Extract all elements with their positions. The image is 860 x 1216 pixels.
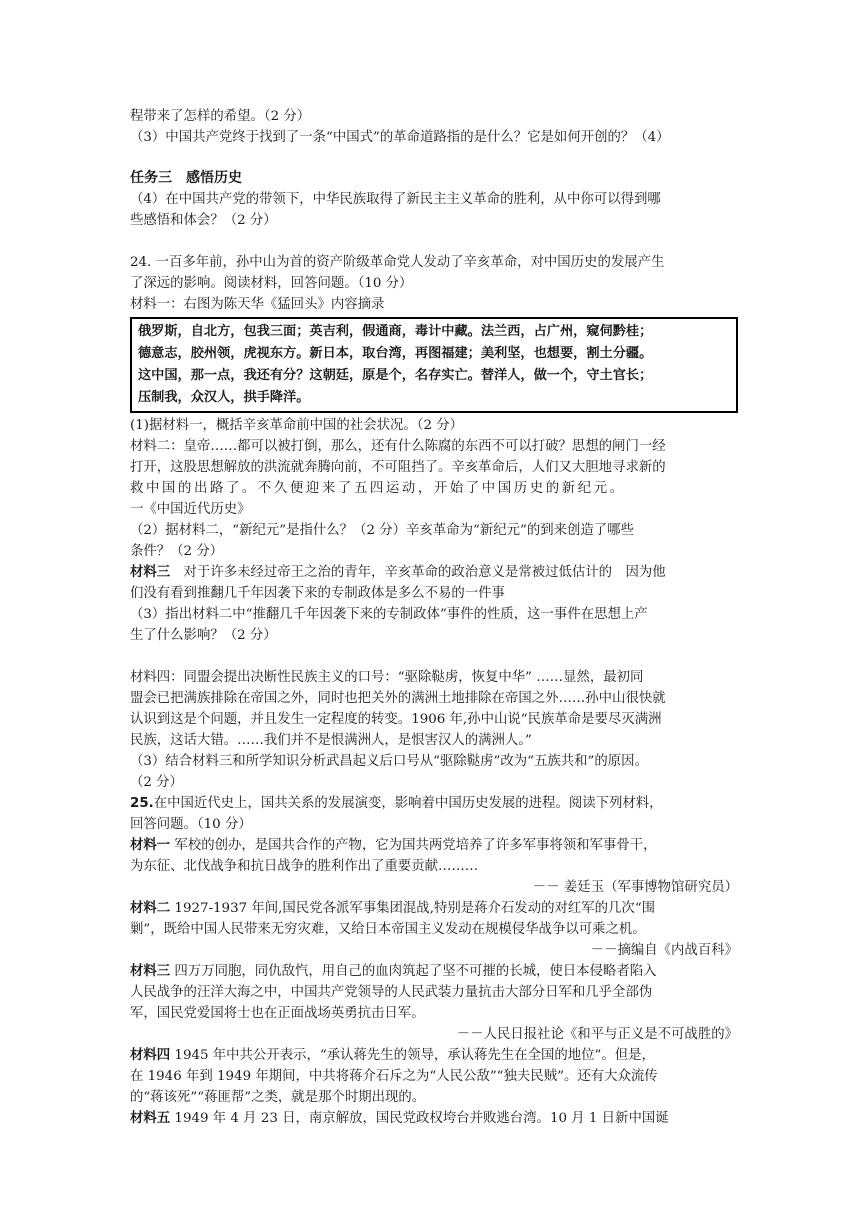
q24-material3-line: 们没有看到推翻几千年因袭下来的专制政体是多么不易的一件事 — [130, 586, 505, 601]
q25-material3-line: 人民战争的汪洋大海之中，中国共产党领导的人民武装力量抗击大部分日军和几乎全部伪 — [130, 985, 653, 1000]
text-line: 程带来了怎样的希望。（2 分） — [130, 109, 311, 124]
material3-text: 对于许多未经过帝王之治的青年，辛亥革命的政治意义是常被过低估计的 因为他 — [170, 565, 666, 580]
q25-material3-line: 军，国民党爱国将士也在正面战场英勇抗击日军。 — [130, 1006, 425, 1021]
quote-line: 压制我，众汉人，拱手降洋。 — [138, 390, 310, 405]
material1-quote-box — [130, 317, 738, 413]
q24-material4-line: 材料四：同盟会提出决断性民族主义的口号：“驱除鞑虏，恢复中华” ……显然，最初同 — [130, 670, 644, 685]
q25-intro: 回答问题。（10 分） — [130, 817, 252, 832]
q25-material1-source: －－ 姜廷玉（军事博物馆研究员） — [532, 880, 738, 895]
question-3-line: （3）中国共产党终于找到了一条“中国式”的革命道路指的是什么？它是如何开创的？（4） — [130, 130, 670, 145]
q24-material4-line: 认识到这是个问题，并且发生一定程度的转变。1906 年,孙中山说“民族革命是要尽灭满洲 — [130, 712, 662, 727]
q24-question-2: （2）据材料二，“新纪元”是指什么？（2 分）辛亥革命为“新纪元”的到来创造了哪些 — [130, 523, 634, 538]
quote-line: 俄罗斯，自北方，包我三面；英吉利，假通商，毒计中藏。法兰西，占广州，窥伺黔桂； — [138, 324, 653, 339]
quote-line: 德意志，胶州领，虎视东方。新日本，取台湾，再图福建；美利坚，也想要，割土分疆。 — [138, 346, 653, 361]
q25-material3-line — [130, 961, 738, 982]
q24-material1-label: 材料一：右图为陈天华《猛回头》内容摘录 — [130, 297, 385, 312]
material3-text: 四万万同胞，同仇敌忾，用自己的血肉筑起了坚不可摧的长城，使日本侵略者陷入 — [170, 964, 657, 979]
q24-material2-line: 打开，这股思想解放的洪流就奔腾向前，不可阻挡了。辛亥革命后，人们又大胆地寻求新的 — [130, 460, 666, 475]
q25-number: 25. — [130, 796, 154, 811]
material2-text: 1927-1937 年间,国民党各派军事集团混战,特别是蒋介石发动的对红军的几次“围 — [170, 901, 656, 916]
q24-material2-line: 材料二：皇帝……都可以被打倒，那么，还有什么陈腐的东西不可以打破？思想的闸门一经 — [130, 439, 666, 454]
material5-label: 材料五 — [130, 1111, 171, 1126]
q25-material4-line: 在 1946 年到 1949 年期间，中共将蒋介石斥之为“人民公敌”“独夫民贼”。还有大众流传 — [130, 1069, 658, 1084]
q24-question-3: 生了什么影响？（2 分） — [130, 628, 277, 643]
q24-question-1: (1)据材料一，概括辛亥革命前中国的社会状况。（2 分） — [130, 418, 464, 433]
q24-question-2: 条件？（2 分） — [130, 544, 224, 559]
task3-question-line: 些感悟和体会？（2 分） — [130, 213, 277, 228]
exam-page — [130, 106, 738, 1129]
q25-material2-line — [130, 898, 738, 919]
q24-intro: 24. 一百多年前，孙中山为首的资产阶级革命党人发动了辛亥革命，对中国历史的发展产生 — [130, 255, 665, 270]
q24-material4-line: 盟会已把满族排除在帝国之外，同时也把关外的满洲土地排除在帝国之外……孙中山很快就 — [130, 691, 666, 706]
material3-label: 材料三 — [130, 565, 171, 580]
q25-intro-text: 在中国近代史上，国共关系的发展演变，影响着中国历史发展的进程。阅读下列材料， — [153, 796, 663, 811]
q24-question-3b: （2 分） — [130, 775, 183, 790]
material4-text: 1945 年中共公开表示，“承认蒋先生的领导，承认蒋先生在全国的地位”。但是， — [170, 1048, 655, 1063]
task3-question-line: （4）在中国共产党的带领下，中华民族取得了新民主主义革命的胜利，从中你可以得到哪 — [130, 192, 661, 207]
q24-question-3: （3）指出材料二中“推翻几千年因袭下来的专制政体”事件的性质，这一事件在思想上产 — [130, 607, 648, 622]
q24-material2-source: 一《中国近代历史》 — [130, 502, 251, 517]
q25-material2-line: 剿”，既给中国人民带来无穷灾难，又给日本帝国主义发动在规模侵华战争以可乘之机。 — [130, 922, 646, 937]
q24-intro: 了深远的影响。阅读材料，回答问题。（10 分） — [130, 276, 413, 291]
q25-material4-line — [130, 1045, 738, 1066]
q25-material4-line: 的“蒋该死”“蒋匪帮”之类，就是那个时期出现的。 — [130, 1090, 426, 1105]
q25-material2-source: －－摘编自《内战百科》 — [590, 943, 738, 958]
material1-text: 军校的创办，是国共合作的产物，它为国共两党培养了许多军事将领和军事骨干， — [170, 838, 657, 853]
q25-intro — [130, 793, 738, 814]
material5-text: 1949 年 4 月 23 日，南京解放，国民党政权垮台并败逃台湾。10 月 1 日新中国诞 — [170, 1111, 669, 1126]
q25-material3-source: －－人民日报社论《和平与正义是不可战胜的》 — [456, 1027, 738, 1042]
q25-material1-line — [130, 835, 738, 856]
material3-label: 材料三 — [130, 964, 171, 979]
q25-material5-line — [130, 1108, 738, 1129]
q24-material4-line: 民族，这话大错。……我们并不是恨满洲人，是恨害汉人的满洲人。” — [130, 733, 532, 748]
material2-label: 材料二 — [130, 901, 171, 916]
q24-question-3b: （3）结合材料三和所学知识分析武昌起义后口号从“驱除鞑虏”改为“五族共和”的原因。 — [130, 754, 648, 769]
material4-label: 材料四 — [130, 1048, 171, 1063]
q24-material2-line: 救中国的出路了。不久便迎来了五四运动，开始了中国历史的新纪元。 — [130, 481, 626, 496]
q25-material1-line: 为东征、北伐战争和抗日战争的胜利作出了重要贡献……… — [130, 859, 479, 874]
material1-label: 材料一 — [130, 838, 171, 853]
quote-line: 这中国，那一点，我还有分？这朝廷，原是个，名存实亡。替洋人，做一个，守土官长； — [138, 368, 653, 383]
task3-heading: 任务三 感悟历史 — [130, 170, 242, 186]
q24-material3-line — [130, 562, 738, 583]
